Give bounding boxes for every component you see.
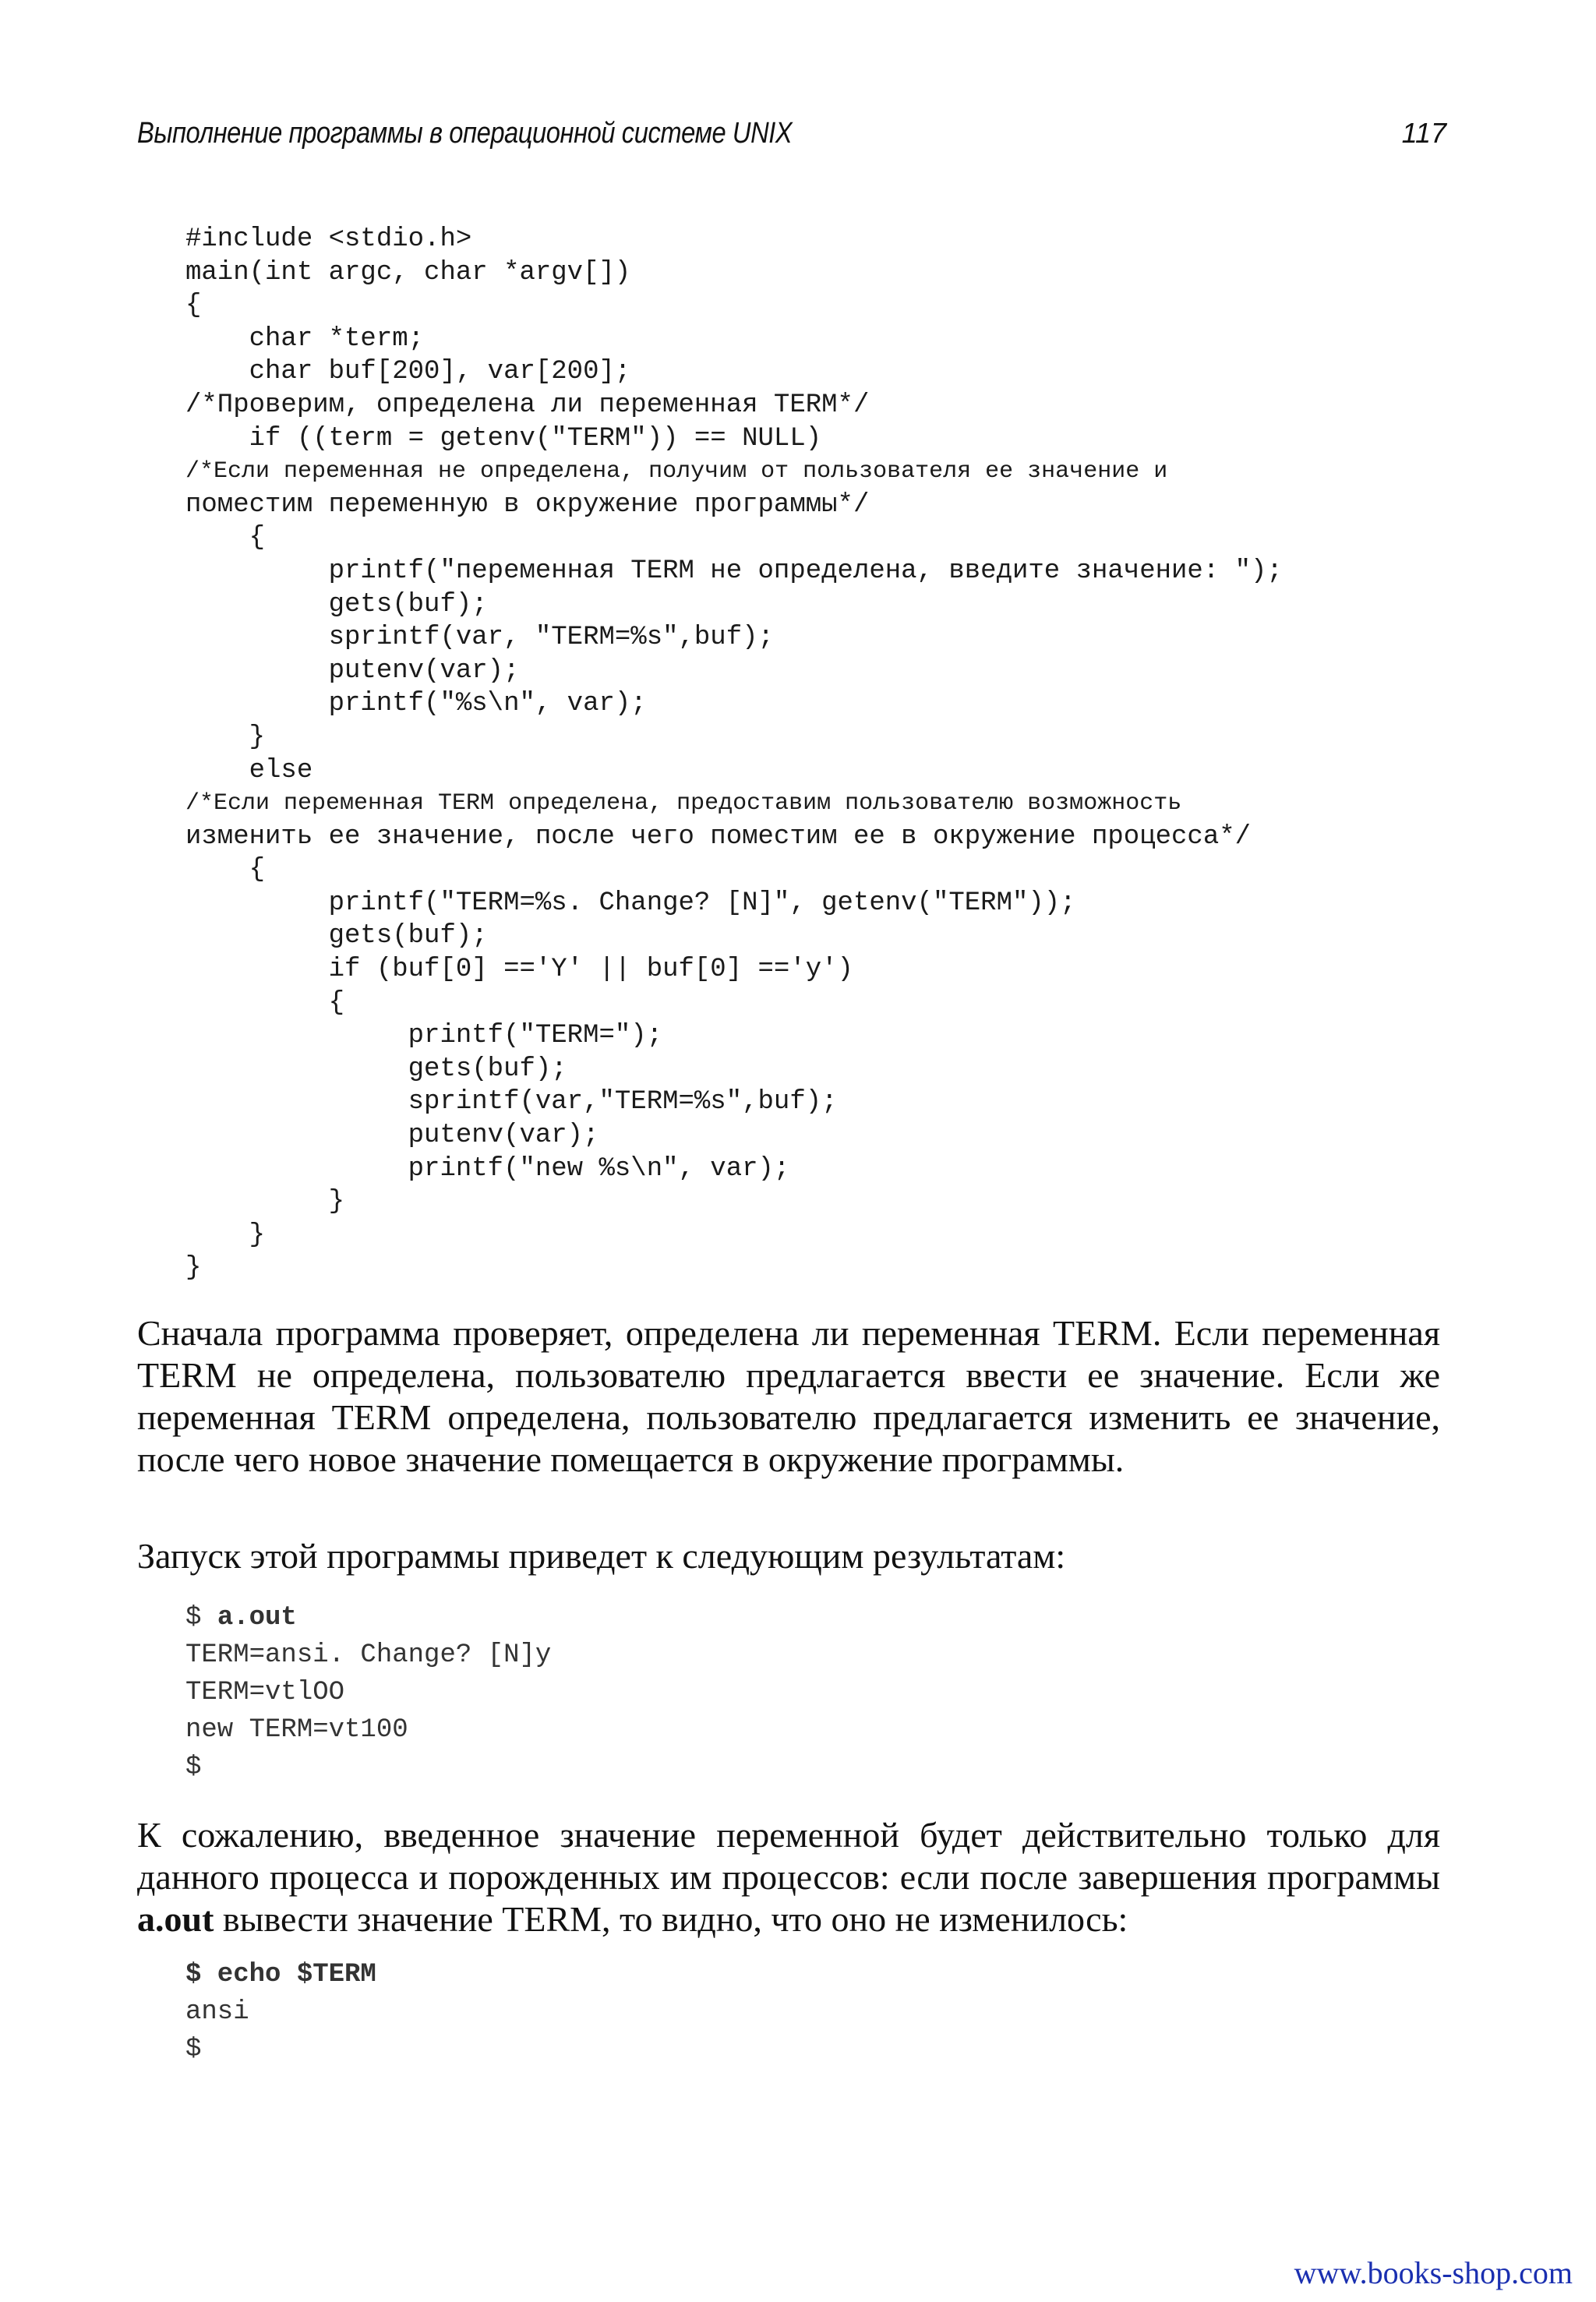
code-comment: /*Проверим, определена ли переменная TERM*/: [185, 390, 870, 420]
code-line: putenv(var);: [185, 1121, 599, 1151]
code-line: }: [185, 722, 266, 752]
code-comment: /*Если переменная не определена, получим от пользователя ее значение и: [185, 458, 1168, 485]
run-command: a.out: [217, 1603, 297, 1633]
paragraph-conclusion: [137, 1814, 1440, 1940]
code-line: if ((term = getenv("TERM")) == NULL): [185, 423, 822, 454]
code-line: sprintf(var,"TERM=%s",buf);: [185, 1087, 838, 1117]
output-line: TERM=vtlOO: [185, 1678, 345, 1707]
code-line: printf("%s\n", var);: [185, 689, 647, 719]
code-line: {: [185, 855, 266, 885]
code-line: printf("TERM=");: [185, 1021, 663, 1051]
paragraph-text: К сожалению, введенное значение переменной будет действительно только для данного процесса и порожденных им процессов: если после завершения программы: [137, 1815, 1440, 1897]
run-command-line: [185, 1599, 551, 1636]
page-header: [137, 117, 1446, 164]
code-line: gets(buf);: [185, 921, 488, 952]
code-line: if (buf[0] =='Y' || buf[0] =='y'): [185, 955, 853, 985]
program-name: a.out: [137, 1899, 214, 1939]
code-comment: /*Если переменная TERM определена, предоставим пользователю возможность: [185, 790, 1182, 817]
page-number: 117: [1401, 117, 1446, 149]
code-line: putenv(var);: [185, 655, 520, 686]
code-line: else: [185, 755, 313, 786]
website-link[interactable]: www.books-shop.com: [1294, 2255, 1573, 2290]
paragraph-text: вывести значение TERM, то видно, что оно не изменилось:: [214, 1899, 1128, 1939]
code-listing: [185, 223, 1283, 1285]
output-line: new TERM=vt100: [185, 1715, 408, 1745]
running-title: Выполнение программы в операционной системе UNIX: [137, 117, 793, 150]
code-line: printf("TERM=%s. Change? [N]", getenv("TERM"));: [185, 888, 1076, 918]
code-line: #include <stdio.h>: [185, 224, 472, 254]
code-line: sprintf(var, "TERM=%s",buf);: [185, 623, 774, 653]
code-line: {: [185, 291, 202, 321]
code-line: printf("new %s\n", var);: [185, 1153, 790, 1184]
code-line: main(int argc, char *argv[]): [185, 257, 631, 288]
code-line: }: [185, 1220, 266, 1250]
code-comment: изменить ее значение, после чего поместим ее в окружение процесса*/: [185, 821, 1252, 852]
paragraph-explanation: Сначала программа проверяет, определена ли переменная TERM. Если переменная TERM не определена, пользователю предлагается ввести ее значение. Если же переменная TERM определена, пользователю предлагается изменить ее значение, после чего новое значение помещается в окружение программы.: [137, 1313, 1440, 1479]
output-line: ansi: [185, 1997, 249, 2027]
code-line: {: [185, 987, 345, 1018]
code-line: char *term;: [185, 323, 425, 354]
code-line: }: [185, 1253, 202, 1283]
code-comment: поместим переменную в окружение программы*/: [185, 489, 870, 520]
shell-prompt: $: [185, 1603, 217, 1633]
code-line: }: [185, 1187, 345, 1217]
code-line: char buf[200], var[200];: [185, 357, 631, 387]
output-line: TERM=ansi. Change? [N]y: [185, 1640, 552, 1670]
echo-output: [185, 1956, 376, 2068]
output-line: $: [185, 1753, 202, 1782]
run-output: [185, 1599, 551, 1786]
echo-command: $ echo $TERM: [185, 1960, 376, 1990]
code-line: printf("переменная TERM не определена, введите значение: ");: [185, 556, 1283, 586]
paragraph-run-intro: Запуск этой программы приведет к следующим результатам:: [137, 1536, 1066, 1576]
output-line: $: [185, 2035, 202, 2064]
code-line: {: [185, 523, 266, 553]
code-line: gets(buf);: [185, 1054, 567, 1084]
code-line: gets(buf);: [185, 589, 488, 620]
